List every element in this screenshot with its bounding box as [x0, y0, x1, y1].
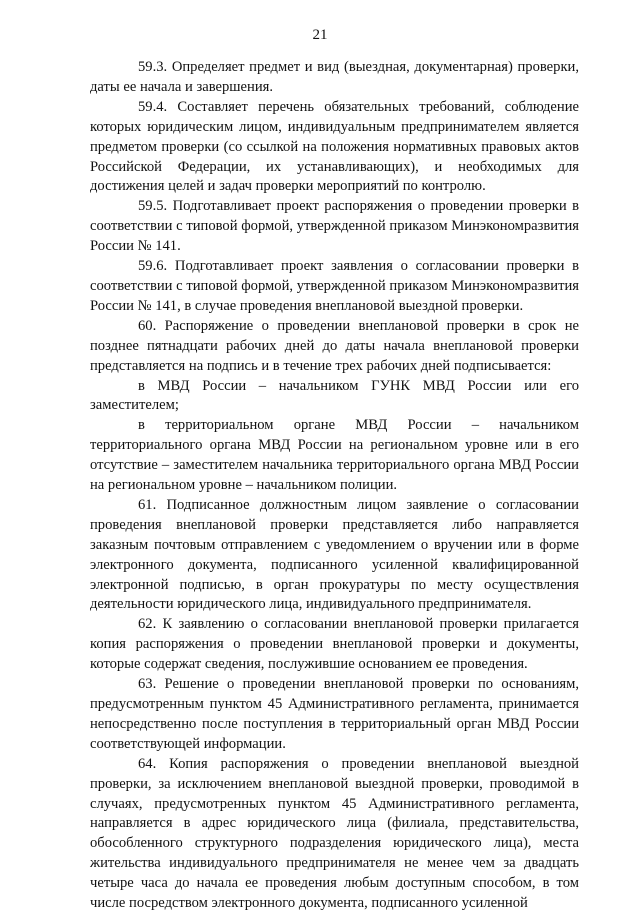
paragraph-59-4: 59.4. Составляет перечень обязательных требований, соблюдение которых юридическим лицом, индивидуальным предпринимателем является предметом проверки (со ссылкой на положения нормативных правовых актов Российской Федерации, их устанавливающих), и необходимых для достижения целей и задач проверки мероприятий по контролю.	[90, 98, 579, 195]
paragraph-61: 61. Подписанное должностным лицом заявление о согласовании проведения внеплановой проверки представляется либо направляется заказным почтовым отправлением с уведомлением о вручении или в форме электронного документа, подписанного усиленной квалифицированной электронной подписью, в орган прокуратуры по месту осуществления деятельности юридического лица, индивидуального предпринимателя.	[90, 496, 579, 613]
paragraph-62: 62. К заявлению о согласовании внеплановой проверки прилагается копия распоряжения о проведении внеплановой проверки и документы, которые содержат сведения, послужившие основанием ее проведения.	[90, 616, 579, 673]
document-body	[90, 58, 579, 914]
paragraph-63: 63. Решение о проведении внеплановой проверки по основаниям, предусмотренным пунктом 45 Административного регламента, принимается непосредственно после поступления в территориальный орган МВД России соответствующей информации.	[90, 676, 579, 752]
paragraph-60-territorial: в территориальном органе МВД России – начальником территориального органа МВД России на региональном уровне или в его отсутствие – заместителем начальника территориального органа МВД России на региональном уровне – начальником полиции.	[90, 417, 579, 494]
paragraph-64: 64. Копия распоряжения о проведении внеплановой выездной проверки, за исключением внеплановой выездной проверки, проводимой в случаях, предусмотренных пунктом 45 Административного регламента, направляется в адрес юридического лица (филиала, представительства, обособленного структурного подразделения юридического лица), места жительства индивидуального предпринимателя не менее чем за двадцать четыре часа до начала ее проведения любым доступным способом, в том числе посредством электронного документа, подписанного усиленной	[90, 755, 579, 912]
page-number: 21	[312, 27, 328, 43]
paragraph-59-6: 59.6. Подготавливает проект заявления о согласовании проверки в соответствии с типовой формой, утвержденной приказом Минэкономразвития России № 141, в случае проведения внеплановой выездной проверки.	[90, 258, 579, 314]
paragraph-60-mvd: в МВД России – начальником ГУНК МВД России или его заместителем;	[90, 377, 579, 414]
paragraph-60: 60. Распоряжение о проведении внеплановой проверки в срок не позднее пятнадцати рабочих дней до даты начала внеплановой проверки представляется на подпись и в течение трех рабочих дней подписывается:	[90, 317, 579, 374]
paragraph-59-3: 59.3. Определяет предмет и вид (выездная, документарная) проверки, даты ее начала и завершения.	[90, 59, 579, 95]
paragraph-59-5: 59.5. Подготавливает проект распоряжения о проведении проверки в соответствии с типовой формой, утвержденной приказом Минэкономразвития России № 141.	[90, 198, 579, 255]
